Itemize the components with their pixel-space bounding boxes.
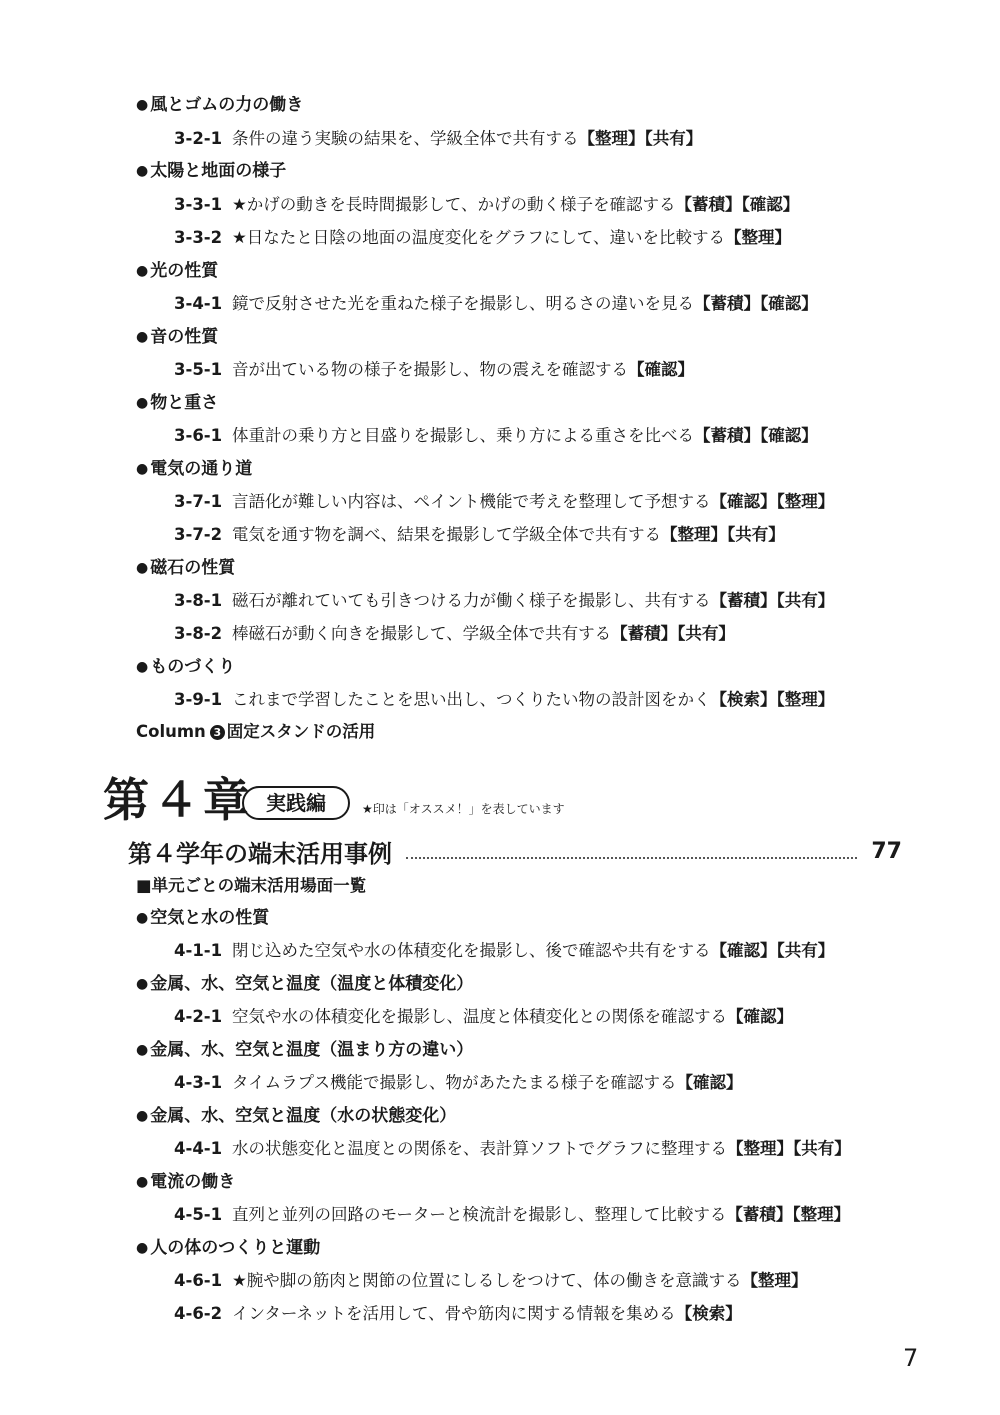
topic-heading: ● 金属、水、空気と温度（水の状態変化） — [136, 1106, 457, 1126]
entry-line: 3-8-1 磁石が離れていても引きつける力が働く様子を撮影し、共有する【蓄積】【共有】 — [174, 591, 835, 610]
topic-heading: ● 空気と水の性質 — [136, 908, 270, 928]
entry-line: 3-9-1 これまで学習したことを思い出し、つくりたい物の設計図をかく【検索】【整理】 — [174, 690, 835, 709]
topic-heading: ● 金属、水、空気と温度（温まり方の違い） — [136, 1040, 474, 1060]
chapter-title: 第４学年の端末活用事例 — [128, 839, 392, 868]
topic-heading: ● 物と重さ — [136, 393, 219, 413]
bullet-icon: ● — [136, 163, 149, 179]
chapter-page-number: 77 — [871, 838, 902, 864]
part-badge: 実践編 — [242, 786, 350, 820]
entry-line: 4-3-1 タイムラプス機能で撮影し、物があたたまる様子を確認する【確認】 — [174, 1073, 743, 1092]
entry-line: 4-4-1 水の状態変化と温度との関係を、表計算ソフトでグラフに整理する【整理】【共有】 — [174, 1139, 851, 1158]
column-entry: Column 3 固定スタンドの活用 — [136, 722, 376, 741]
entry-line: 3-6-1 体重計の乗り方と目盛りを撮影し、乗り方による重さを比べる【蓄積】【確認】 — [174, 426, 818, 445]
bullet-icon: ● — [136, 461, 149, 477]
entry-line: 3-8-2 棒磁石が動く向きを撮影して、学級全体で共有する【蓄積】【共有】 — [174, 624, 735, 643]
topic-heading: ● 磁石の性質 — [136, 558, 236, 578]
page-number: 7 — [903, 1344, 919, 1372]
topic-heading: ● 電流の働き — [136, 1172, 236, 1192]
entry-line: 3-4-1 鏡で反射させた光を重ねた様子を撮影し、明るさの違いを見る【蓄積】【確認】 — [174, 294, 818, 313]
topic-heading: ● 金属、水、空気と温度（温度と体積変化） — [136, 974, 474, 994]
bullet-icon: ● — [136, 910, 149, 926]
entry-line: 4-1-1 閉じ込めた空気や水の体積変化を撮影し、後で確認や共有をする【確認】【共有】 — [174, 941, 835, 960]
entry-line: 3-2-1 条件の違う実験の結果を、学級全体で共有する【整理】【共有】 — [174, 129, 703, 148]
bullet-icon: ● — [136, 1108, 149, 1124]
entry-line: 4-6-1 ★腕や脚の筋肉と関節の位置にしるしをつけて、体の働きを意識する【整理】 — [174, 1271, 808, 1290]
bullet-icon: ● — [136, 659, 149, 675]
dot-leader — [406, 843, 857, 859]
bullet-icon: ● — [136, 1174, 149, 1190]
bullet-icon: ● — [136, 97, 149, 113]
topic-heading: ● 音の性質 — [136, 327, 219, 347]
bullet-icon: ● — [136, 976, 149, 992]
chapter-title-row — [128, 835, 902, 867]
entry-line: 4-2-1 空気や水の体積変化を撮影し、温度と体積変化との関係を確認する【確認】 — [174, 1007, 793, 1026]
chapter-heading: 第４章 — [103, 773, 253, 827]
bullet-icon: ● — [136, 1240, 149, 1256]
unit-list-heading: ■単元ごとの端末活用場面一覧 — [136, 876, 367, 895]
bullet-icon: ● — [136, 329, 149, 345]
topic-heading: ● ものづくり — [136, 657, 236, 677]
entry-line: 4-5-1 直列と並列の回路のモーターと検流計を撮影し、整理して比較する【蓄積】【整理】 — [174, 1205, 851, 1224]
entry-line: 3-3-2 ★日なたと日陰の地面の温度変化をグラフにして、違いを比較する【整理】 — [174, 228, 791, 247]
topic-heading: ● 太陽と地面の様子 — [136, 161, 287, 181]
bullet-icon: ● — [136, 1042, 149, 1058]
recommend-note: ★印は「オススメ！」を表しています — [362, 802, 565, 816]
topic-heading: ● 光の性質 — [136, 261, 219, 281]
entry-line: 3-5-1 音が出ている物の様子を撮影し、物の震えを確認する【確認】 — [174, 360, 694, 379]
entry-line: 3-7-2 電気を通す物を調べ、結果を撮影して学級全体で共有する【整理】【共有】 — [174, 525, 785, 544]
bullet-icon: ● — [136, 263, 149, 279]
topic-heading: ● 人の体のつくりと運動 — [136, 1238, 321, 1258]
bullet-icon: ● — [136, 395, 149, 411]
entry-line: 3-7-1 言語化が難しい内容は、ペイント機能で考えを整理して予想する【確認】【整理】 — [174, 492, 835, 511]
topic-heading: ● 風とゴムの力の働き — [136, 95, 304, 115]
column-number-badge: 3 — [210, 725, 225, 740]
entry-line: 4-6-2 インターネットを活用して、骨や筋肉に関する情報を集める【検索】 — [174, 1304, 742, 1323]
entry-line: 3-3-1 ★かげの動きを長時間撮影して、かげの動く様子を確認する【蓄積】【確認】 — [174, 195, 800, 214]
bullet-icon: ● — [136, 560, 149, 576]
topic-heading: ● 電気の通り道 — [136, 459, 253, 479]
